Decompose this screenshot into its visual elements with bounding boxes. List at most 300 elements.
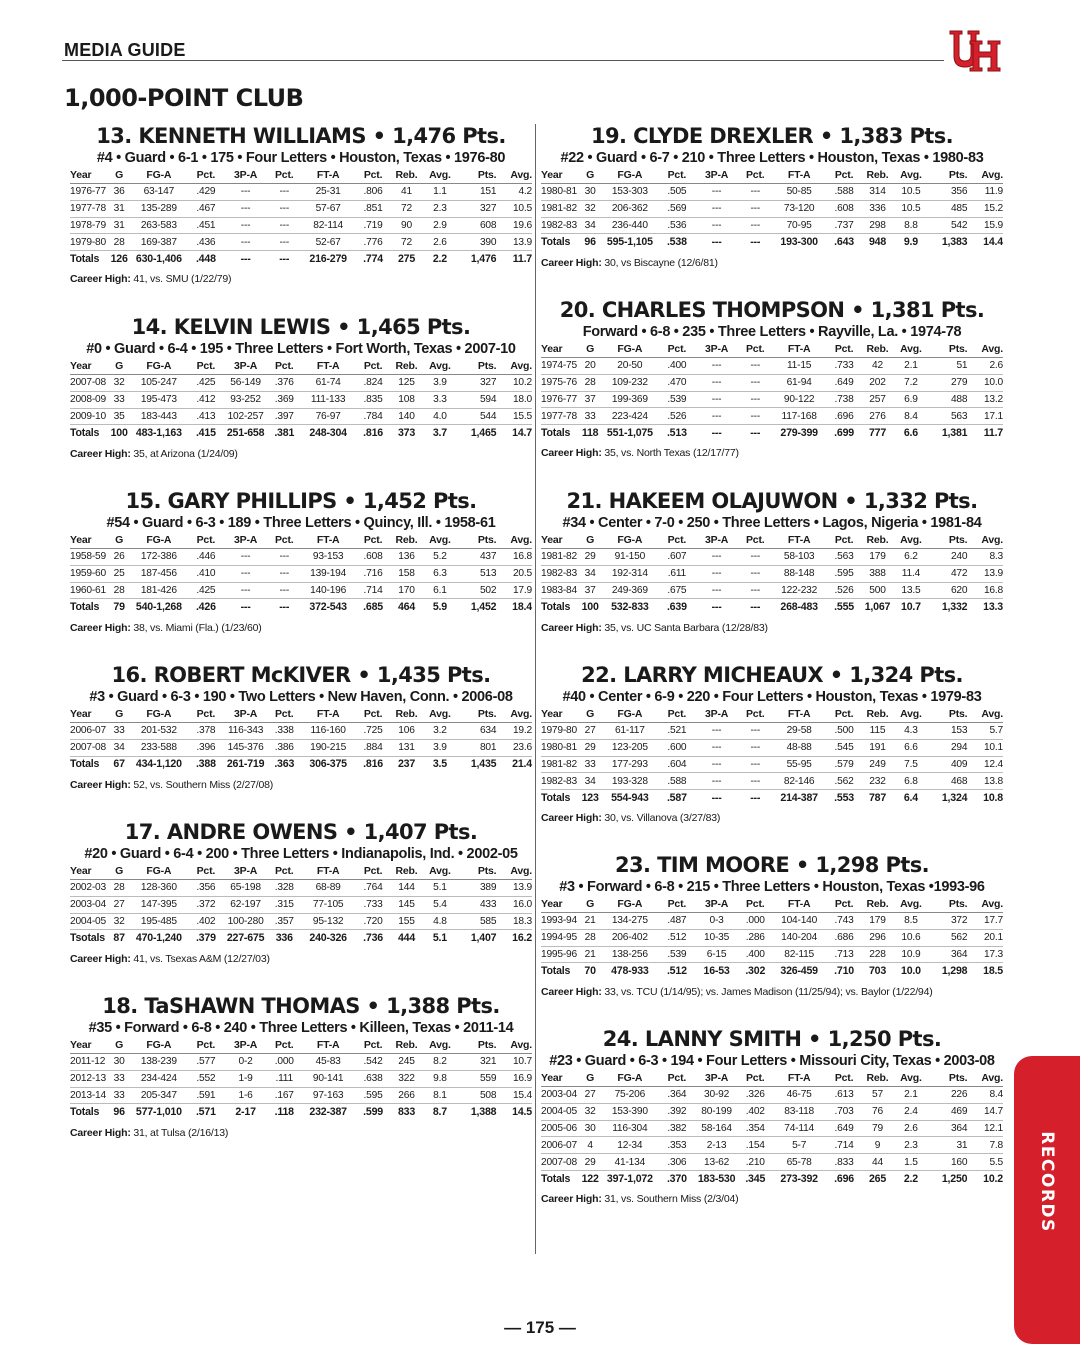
- cell-ft-pct: .526: [827, 582, 860, 599]
- cell-ft: 82-114: [300, 217, 356, 234]
- cell-fg: 20-50: [600, 358, 661, 375]
- table-row: [541, 391, 1003, 408]
- cell-year: 1983-84: [541, 582, 581, 599]
- table-row: [70, 1070, 532, 1087]
- cell-games: 29: [581, 549, 600, 566]
- table-row: [541, 582, 1003, 599]
- cell-pts: 472: [928, 565, 968, 582]
- cell-reb-avg: 5.2: [423, 549, 456, 566]
- cell-reb-avg: 3.9: [423, 375, 456, 392]
- cell-fg-pct: .607: [660, 549, 693, 566]
- cell-pts-avg: 11.9: [967, 184, 1003, 201]
- cell-reb-avg: 6.8: [894, 773, 927, 790]
- stats-header-row: [70, 864, 532, 880]
- cell-ft: 11-15: [771, 358, 827, 375]
- stats-table: [541, 533, 1003, 616]
- cell-fg-pct: .425: [189, 582, 222, 599]
- page-number: — 175 —: [504, 1318, 576, 1337]
- column-header-pts-avg: Avg.: [496, 707, 532, 723]
- cell-fg-pct: .611: [660, 565, 693, 582]
- cell-three: 10-35: [694, 929, 740, 946]
- total-games: 100: [110, 427, 128, 440]
- cell-fg: 181-426: [129, 582, 190, 599]
- cell-games: 34: [581, 565, 600, 582]
- career-high: [70, 953, 532, 965]
- column-header-reb-avg: Avg.: [894, 707, 927, 723]
- cell-fg-pct: .470: [660, 374, 693, 391]
- totals-row: [70, 1104, 532, 1121]
- cell-pts-avg: 13.2: [967, 391, 1003, 408]
- cell-games: 21: [581, 913, 600, 930]
- cell-pts: 468: [928, 773, 968, 790]
- cell-year: 1978-79: [70, 217, 110, 234]
- cell-year: 2004-05: [70, 913, 110, 930]
- column-header-pts: Pts.: [928, 168, 968, 184]
- cell-fg-pct: .402: [189, 913, 222, 930]
- stats-table: [541, 342, 1003, 441]
- column-header-year: Year: [70, 864, 110, 880]
- cell-fg: 234-424: [129, 1070, 190, 1087]
- cell-ft: 140-204: [771, 929, 827, 946]
- career-high-label: Career High:: [541, 1193, 602, 1206]
- total-ft: 372-543: [309, 601, 347, 614]
- total-three-pct: ---: [279, 601, 290, 614]
- media-guide-label: MEDIA GUIDE: [64, 40, 186, 60]
- table-row: [541, 929, 1003, 946]
- cell-reb: 158: [390, 565, 423, 582]
- total-pts-avg: 11.7: [512, 252, 532, 265]
- cell-pts: 502: [457, 582, 497, 599]
- cell-year: 1995-96: [541, 946, 581, 963]
- cell-games: 33: [581, 756, 600, 773]
- stats-header-row: [541, 707, 1003, 723]
- totals-row: [541, 234, 1003, 251]
- cell-fg: 263-583: [129, 217, 190, 234]
- cell-three: 1-9: [223, 1070, 269, 1087]
- cell-games: 32: [581, 1103, 600, 1120]
- total-ft-pct: .710: [834, 965, 854, 978]
- column-header-three: 3P-A: [223, 533, 269, 549]
- table-row: [541, 549, 1003, 566]
- stats-header-row: [70, 168, 532, 184]
- cell-three-pct: ---: [740, 739, 771, 756]
- cell-three-pct: ---: [740, 582, 771, 599]
- cell-reb: 79: [861, 1120, 894, 1137]
- total-three: 227-675: [226, 932, 265, 945]
- column-header-pts: Pts.: [928, 707, 968, 723]
- cell-reb: 42: [861, 358, 894, 375]
- column-header-reb: Reb.: [390, 533, 423, 549]
- total-ft-pct: .553: [834, 791, 854, 804]
- player-info: #40 • Center • 6-9 • 220 • Four Letters • Houston, Texas • 1979-83: [562, 689, 982, 705]
- cell-pts: 31: [928, 1137, 968, 1154]
- column-header-year: Year: [70, 707, 110, 723]
- cell-fg-pct: .521: [660, 723, 693, 740]
- cell-fg-pct: .396: [189, 739, 222, 756]
- cell-ft-pct: .638: [356, 1070, 389, 1087]
- cell-reb: 257: [861, 391, 894, 408]
- career-high-label: Career High:: [70, 621, 131, 634]
- total-year: Totals: [70, 427, 100, 440]
- cell-year: 1981-82: [541, 549, 581, 566]
- cell-fg-pct: .512: [660, 929, 693, 946]
- total-fg-pct: .415: [195, 427, 216, 440]
- cell-fg: 223-424: [600, 408, 661, 425]
- column-header-ft-pct: Pct.: [827, 342, 860, 358]
- column-header-pts-avg: Avg.: [967, 342, 1003, 358]
- total-pts: 1,465: [470, 427, 497, 440]
- cell-fg: 206-362: [600, 200, 661, 217]
- column-header-reb: Reb.: [861, 342, 894, 358]
- cell-fg-pct: .487: [660, 913, 693, 930]
- career-high-label: Career High:: [541, 621, 602, 634]
- cell-year: 2007-08: [70, 739, 110, 756]
- cell-three: 0-3: [694, 913, 740, 930]
- cell-year: 2004-05: [541, 1103, 581, 1120]
- player-name: 19. CLYDE DREXLER • 1,383 Pts.: [590, 124, 954, 148]
- cell-year: 1981-82: [541, 200, 581, 217]
- column-header-three: 3P-A: [694, 168, 740, 184]
- total-three: ---: [711, 236, 722, 249]
- player-info: #4 • Guard • 6-1 • 175 • Four Letters • Houston, Texas • 1976-80: [96, 150, 506, 166]
- total-pts: 1,381: [941, 426, 968, 439]
- cell-fg: 153-390: [600, 1103, 661, 1120]
- total-games: 70: [584, 965, 596, 978]
- cell-reb: 108: [390, 391, 423, 408]
- cell-games: 33: [581, 408, 600, 425]
- cell-three: 93-252: [223, 391, 269, 408]
- cell-games: 26: [110, 549, 129, 566]
- column-header-pts: Pts.: [457, 1038, 497, 1054]
- total-games: 87: [113, 932, 125, 945]
- total-pts-avg: 13.3: [983, 601, 1003, 614]
- column-header-reb: Reb.: [861, 1071, 894, 1087]
- total-ft: 214-387: [780, 791, 818, 804]
- cell-pts-avg: 15.9: [967, 217, 1003, 234]
- cell-ft-pct: .884: [356, 739, 389, 756]
- cell-ft-pct: .720: [356, 913, 389, 930]
- column-header-three-pct: Pct.: [740, 1071, 771, 1087]
- total-three-pct: 336: [275, 932, 293, 945]
- stats-header-row: [70, 359, 532, 375]
- cell-fg-pct: .591: [189, 1087, 222, 1104]
- cell-year: 2009-10: [70, 408, 110, 425]
- total-games: 118: [581, 426, 599, 439]
- column-header-fg: FG-A: [129, 359, 190, 375]
- cell-ft-pct: .776: [356, 234, 389, 251]
- cell-ft-pct: .719: [356, 217, 389, 234]
- cell-three: ---: [223, 549, 269, 566]
- cell-three-pct: .354: [740, 1120, 771, 1137]
- total-three: 251-658: [226, 427, 265, 440]
- total-pts-avg: 18.5: [983, 965, 1003, 978]
- cell-three-pct: .338: [269, 723, 300, 740]
- total-fg-pct: .448: [195, 252, 216, 265]
- total-games: 126: [110, 252, 128, 265]
- cell-ft-pct: .738: [827, 391, 860, 408]
- cell-three-pct: .315: [269, 896, 300, 913]
- column-header-year: Year: [541, 1071, 581, 1087]
- career-high: [541, 986, 1003, 998]
- column-header-reb: Reb.: [861, 707, 894, 723]
- cell-ft-pct: .714: [827, 1137, 860, 1154]
- cell-reb-avg: 6.6: [894, 739, 927, 756]
- cell-ft-pct: .563: [827, 549, 860, 566]
- cell-three-pct: ---: [740, 358, 771, 375]
- table-row: [70, 723, 532, 740]
- cell-three-pct: ---: [740, 391, 771, 408]
- player-block-gary-phillips: [70, 489, 532, 634]
- table-row: [70, 217, 532, 234]
- total-fg: 483-1,163: [135, 427, 182, 440]
- cell-three-pct: .000: [740, 913, 771, 930]
- cell-three-pct: ---: [740, 773, 771, 790]
- total-three-pct: ---: [750, 791, 761, 804]
- cell-fg: 135-289: [129, 200, 190, 217]
- table-row: [70, 880, 532, 897]
- cell-pts: 544: [457, 408, 497, 425]
- total-ft-pct: .816: [363, 427, 383, 440]
- player-block-robert-mckiver: [70, 663, 532, 791]
- cell-games: 28: [110, 234, 129, 251]
- total-ft: 268-483: [780, 601, 818, 614]
- totals-row: [70, 930, 532, 947]
- total-reb-avg: 10.0: [901, 965, 921, 978]
- stats-table: [70, 707, 532, 773]
- cell-three: ---: [694, 549, 740, 566]
- cell-fg: 147-395: [129, 896, 190, 913]
- total-year: Totals: [541, 965, 571, 978]
- column-header-reb-avg: Avg.: [894, 1071, 927, 1087]
- cell-pts-avg: 23.6: [496, 739, 532, 756]
- table-row: [70, 375, 532, 392]
- column-header-reb: Reb.: [390, 168, 423, 184]
- cell-ft: 82-115: [771, 946, 827, 963]
- stats-header-row: [70, 1038, 532, 1054]
- column-header-ft: FT-A: [771, 897, 827, 913]
- total-reb: 444: [397, 932, 416, 945]
- column-header-fg: FG-A: [600, 707, 661, 723]
- cell-fg-pct: .306: [660, 1154, 693, 1171]
- career-high-label: Career High:: [70, 447, 131, 460]
- career-high-value: 35, at Arizona (1/24/09): [133, 447, 238, 460]
- cell-fg-pct: .378: [189, 723, 222, 740]
- player-name: 13. KENNETH WILLIAMS • 1,476 Pts.: [96, 124, 506, 148]
- cell-ft-pct: .608: [827, 200, 860, 217]
- column-header-games: G: [110, 168, 129, 184]
- cell-pts-avg: 16.8: [967, 582, 1003, 599]
- cell-three: ---: [694, 184, 740, 201]
- table-row: [541, 739, 1003, 756]
- career-high-label: Career High:: [70, 1126, 131, 1139]
- cell-reb: 228: [861, 946, 894, 963]
- player-name: 16. ROBERT McKIVER • 1,435 Pts.: [111, 663, 491, 687]
- total-reb-avg: 6.6: [903, 426, 918, 439]
- cell-year: 2013-14: [70, 1087, 110, 1104]
- column-header-pts-avg: Avg.: [496, 533, 532, 549]
- cell-pts-avg: 7.8: [967, 1137, 1003, 1154]
- total-pts: 1,324: [941, 791, 968, 804]
- stats-header-row: [541, 342, 1003, 358]
- cell-pts-avg: 5.5: [967, 1154, 1003, 1171]
- cell-games: 29: [581, 1154, 600, 1171]
- column-header-reb-avg: Avg.: [894, 897, 927, 913]
- cell-fg-pct: .604: [660, 756, 693, 773]
- column-header-games: G: [110, 533, 129, 549]
- column-header-ft-pct: Pct.: [356, 168, 389, 184]
- column-header-three: 3P-A: [223, 359, 269, 375]
- table-row: [541, 773, 1003, 790]
- total-reb: 275: [397, 252, 416, 265]
- cell-games: 34: [581, 773, 600, 790]
- total-three-pct: ---: [750, 601, 761, 614]
- cell-fg: 91-150: [600, 549, 661, 566]
- cell-fg: 187-456: [129, 565, 190, 582]
- career-high: [541, 1193, 1003, 1205]
- totals-row: [541, 1170, 1003, 1187]
- cell-games: 30: [110, 1054, 129, 1071]
- column-header-reb-avg: Avg.: [423, 707, 456, 723]
- cell-fg: 169-387: [129, 234, 190, 251]
- cell-three-pct: ---: [740, 723, 771, 740]
- cell-fg: 201-532: [129, 723, 190, 740]
- table-row: [70, 913, 532, 930]
- column-header-games: G: [110, 707, 129, 723]
- total-pts-avg: 14.4: [983, 236, 1003, 249]
- column-header-fg-pct: Pct.: [189, 168, 222, 184]
- total-ft-pct: .816: [363, 758, 383, 771]
- cell-year: 1980-81: [541, 184, 581, 201]
- player-block-hakeem-olajuwon: [541, 489, 1003, 634]
- cell-year: 2012-13: [70, 1070, 110, 1087]
- cell-pts: 508: [457, 1087, 497, 1104]
- cell-ft-pct: .824: [356, 375, 389, 392]
- cell-pts-avg: 16.8: [496, 549, 532, 566]
- total-year: Totals: [70, 252, 100, 265]
- cell-reb-avg: 4.0: [423, 408, 456, 425]
- cell-ft-pct: .713: [827, 946, 860, 963]
- total-ft-pct: .774: [363, 252, 383, 265]
- cell-three: ---: [694, 756, 740, 773]
- total-reb: 787: [868, 791, 887, 804]
- cell-ft-pct: .613: [827, 1087, 860, 1104]
- total-year: Totals: [541, 791, 571, 804]
- player-block-kenneth-williams: [70, 124, 532, 285]
- column-header-reb-avg: Avg.: [423, 864, 456, 880]
- player-name: 17. ANDRE OWENS • 1,407 Pts.: [124, 820, 478, 844]
- cell-reb-avg: 2.1: [894, 1087, 927, 1104]
- cell-pts: 151: [457, 184, 497, 201]
- cell-year: 1993-94: [541, 913, 581, 930]
- cell-three-pct: ---: [269, 549, 300, 566]
- cell-reb: 298: [861, 217, 894, 234]
- column-header-games: G: [110, 359, 129, 375]
- cell-year: 1981-82: [541, 756, 581, 773]
- cell-year: 2007-08: [70, 375, 110, 392]
- column-header-ft: FT-A: [300, 533, 356, 549]
- column-header-three: 3P-A: [694, 342, 740, 358]
- career-high: [541, 622, 1003, 634]
- total-pts: 1,332: [941, 601, 968, 614]
- total-fg-pct: .512: [666, 965, 687, 978]
- career-high-value: 35, vs. UC Santa Barbara (12/28/83): [604, 621, 768, 634]
- cell-fg-pct: .539: [660, 391, 693, 408]
- career-high: [70, 448, 532, 460]
- table-row: [70, 565, 532, 582]
- cell-pts: 51: [928, 358, 968, 375]
- cell-pts-avg: 19.6: [496, 217, 532, 234]
- column-header-reb: Reb.: [861, 533, 894, 549]
- table-row: [70, 1087, 532, 1104]
- total-ft-pct: .696: [834, 1172, 854, 1185]
- player-info: #20 • Guard • 6-4 • 200 • Three Letters • Indianapolis, Ind. • 2002-05: [84, 846, 518, 862]
- cell-pts: 279: [928, 374, 968, 391]
- column-header-reb: Reb.: [390, 707, 423, 723]
- stats-table: [70, 864, 532, 947]
- stats-table: [541, 707, 1003, 806]
- total-pts-avg: 14.5: [512, 1106, 532, 1119]
- column-header-year: Year: [70, 533, 110, 549]
- cell-year: 2006-07: [541, 1137, 581, 1154]
- cell-games: 34: [581, 217, 600, 234]
- total-three: ---: [240, 601, 251, 614]
- total-three-pct: .302: [745, 965, 766, 978]
- total-fg-pct: .379: [195, 932, 216, 945]
- cell-pts: 469: [928, 1103, 968, 1120]
- column-header-three-pct: Pct.: [269, 864, 300, 880]
- cell-year: 1959-60: [70, 565, 110, 582]
- cell-fg: 123-205: [600, 739, 661, 756]
- cell-year: 1982-83: [541, 565, 581, 582]
- column-header-ft-pct: Pct.: [827, 1071, 860, 1087]
- cell-pts-avg: 17.1: [967, 408, 1003, 425]
- cell-ft-pct: .733: [356, 896, 389, 913]
- table-row: [541, 217, 1003, 234]
- column-header-pts-avg: Avg.: [967, 168, 1003, 184]
- cell-three: 2-13: [694, 1137, 740, 1154]
- total-reb: 833: [397, 1106, 416, 1119]
- cell-three: 145-376: [223, 739, 269, 756]
- column-header-pts-avg: Avg.: [967, 897, 1003, 913]
- cell-games: 33: [110, 391, 129, 408]
- cell-pts-avg: 5.7: [967, 723, 1003, 740]
- cell-pts-avg: 20.5: [496, 565, 532, 582]
- column-header-three-pct: Pct.: [269, 533, 300, 549]
- cell-fg-pct: .577: [189, 1054, 222, 1071]
- cell-ft: 55-95: [771, 756, 827, 773]
- cell-reb-avg: 10.5: [894, 200, 927, 217]
- player-block-lanny-smith: [541, 1027, 1003, 1205]
- cell-games: 4: [581, 1137, 600, 1154]
- stats-header-row: [541, 897, 1003, 913]
- table-row: [70, 234, 532, 251]
- cell-pts: 563: [928, 408, 968, 425]
- cell-reb-avg: 7.2: [894, 374, 927, 391]
- career-high-value: 31, vs. Southern Miss (2/3/04): [604, 1193, 739, 1206]
- cell-three-pct: ---: [740, 200, 771, 217]
- cell-fg: 236-440: [600, 217, 661, 234]
- cell-pts-avg: 20.1: [967, 929, 1003, 946]
- cell-reb: 90: [390, 217, 423, 234]
- cell-games: 33: [110, 1070, 129, 1087]
- column-header-reb-avg: Avg.: [423, 359, 456, 375]
- cell-games: 20: [581, 358, 600, 375]
- cell-pts-avg: 2.6: [967, 358, 1003, 375]
- column-divider: [535, 124, 536, 1254]
- cell-games: 33: [110, 723, 129, 740]
- player-info: #34 • Center • 7-0 • 250 • Three Letters • Lagos, Nigeria • 1981-84: [562, 515, 982, 531]
- total-pts-avg: 18.4: [512, 601, 532, 614]
